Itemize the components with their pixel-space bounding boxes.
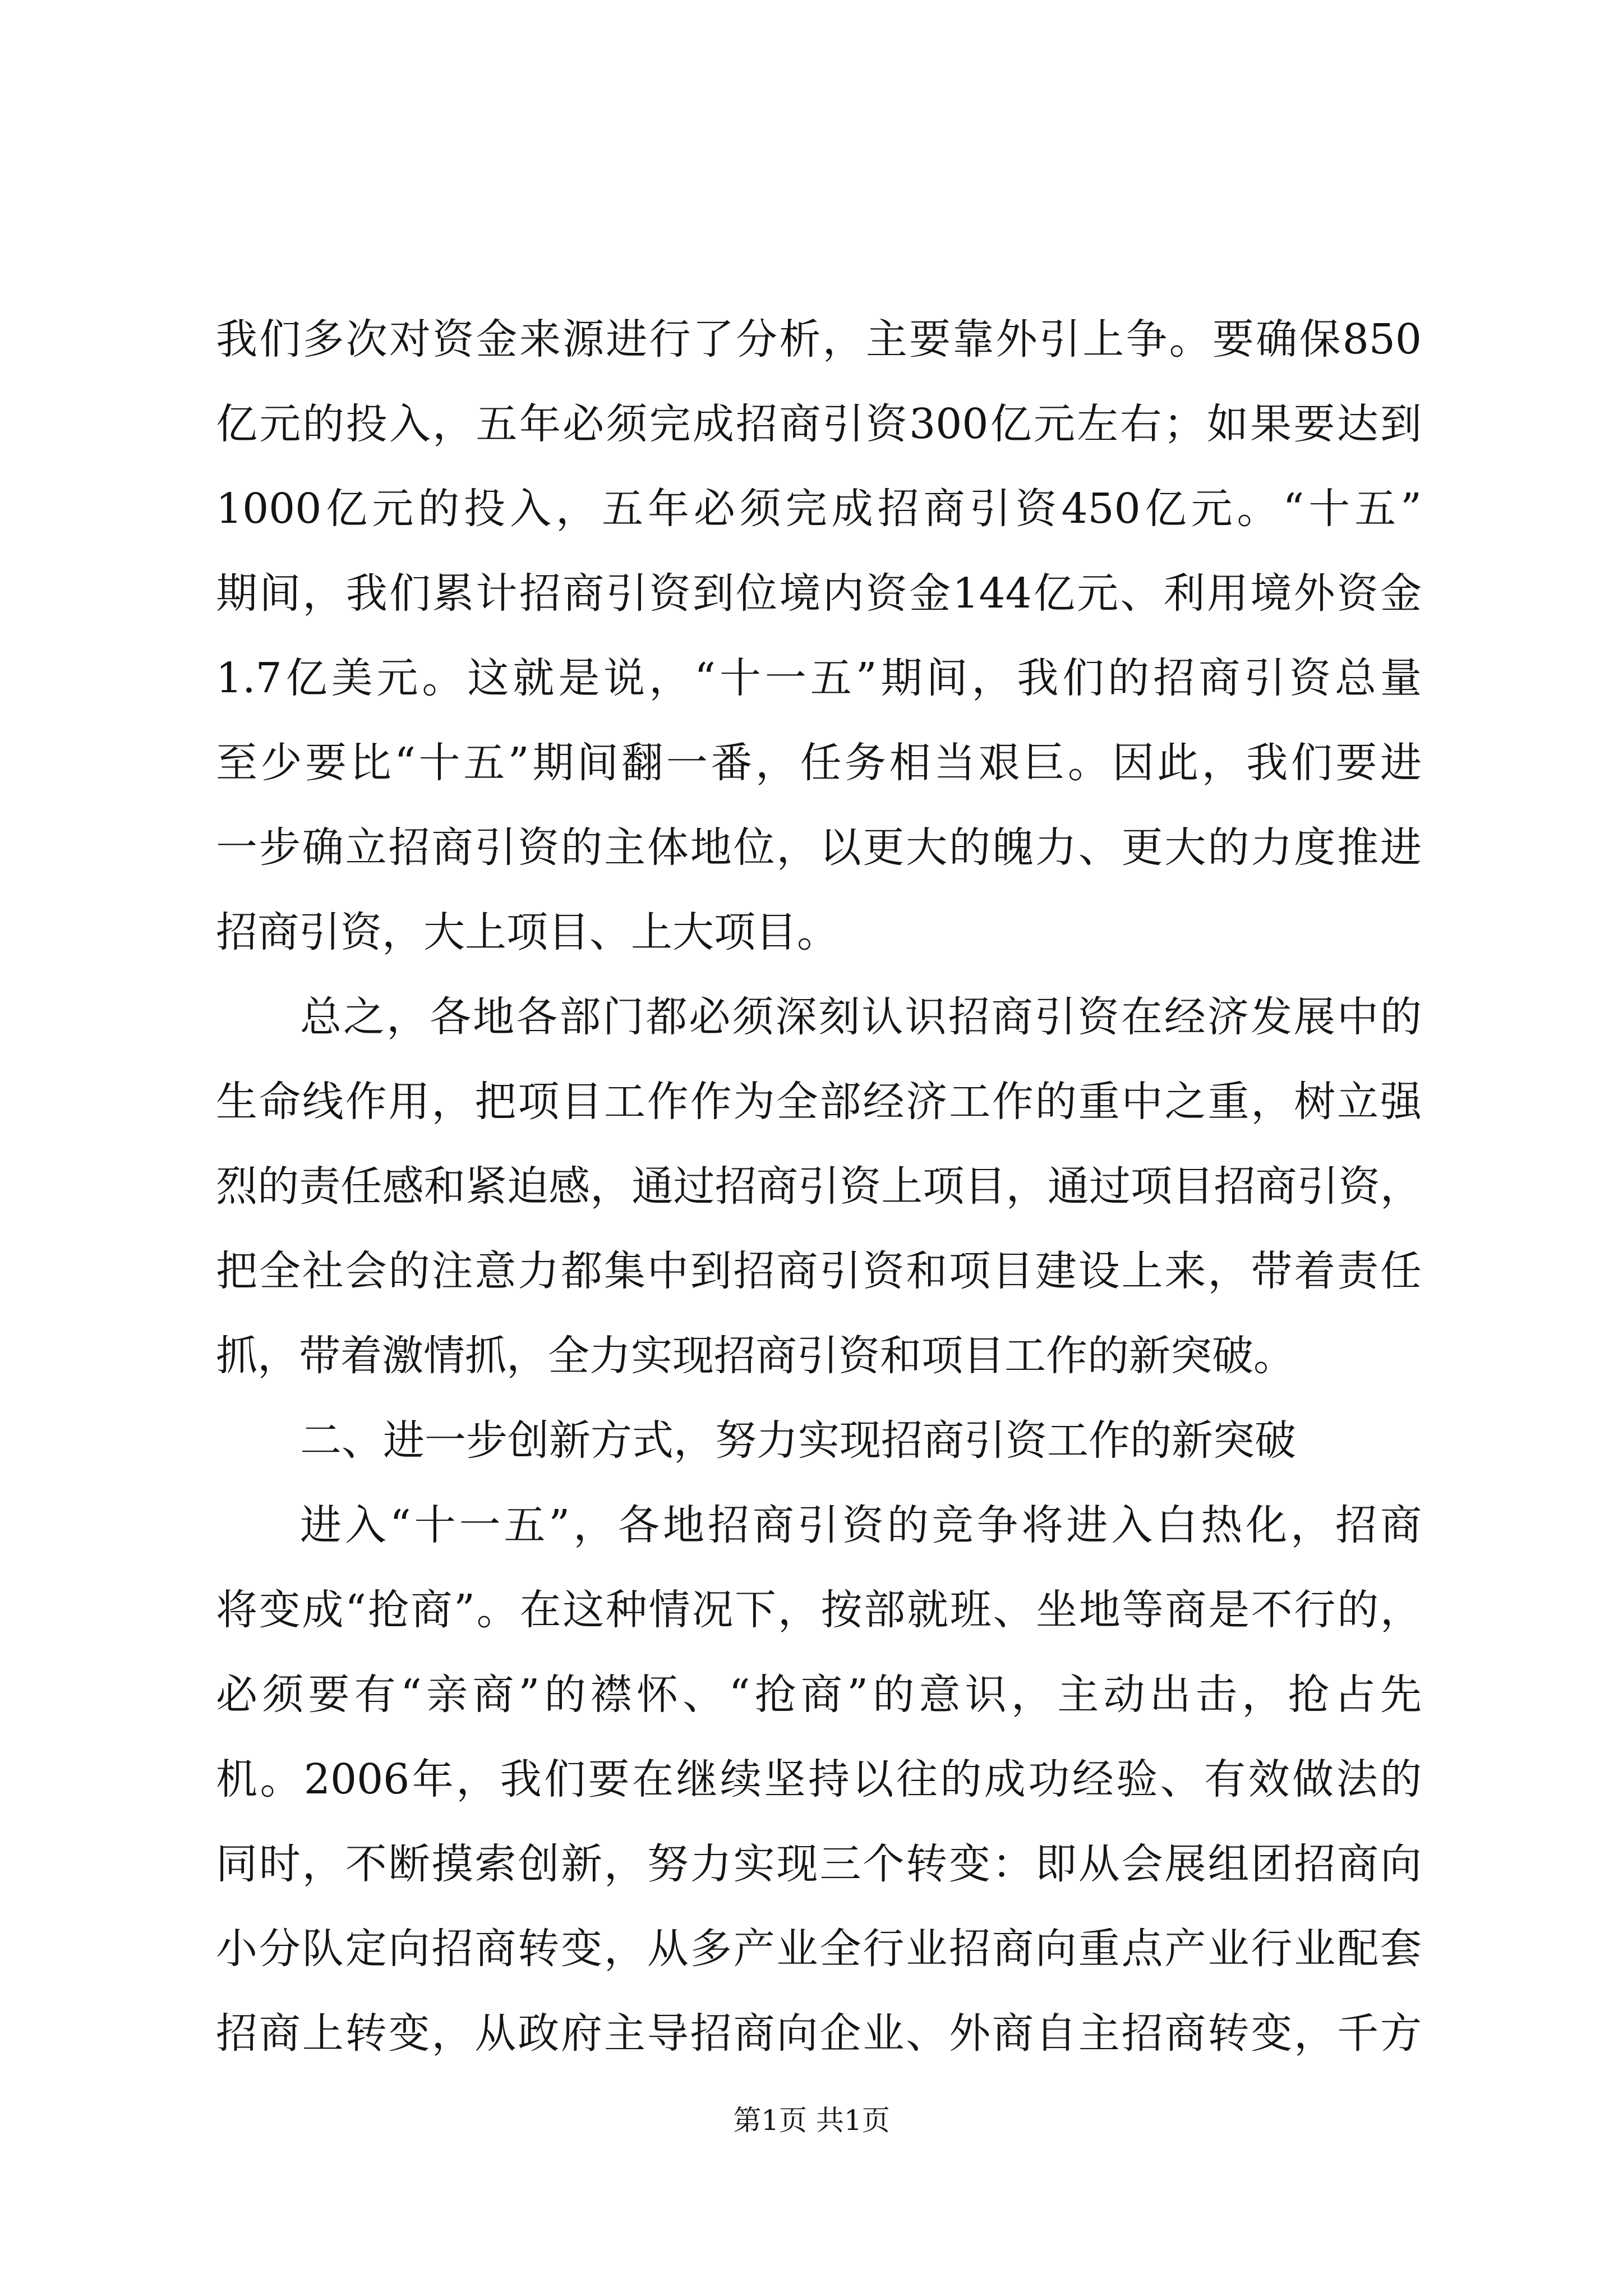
text-line: 亿元的投入，五年必须完成招商引资300亿元左右；如果要达到 [216, 400, 1422, 448]
text-line: 招商引资，大上项目、上大项目。 [216, 908, 838, 956]
text-line: 1000亿元的投入，五年必须完成招商引资450亿元。“十五” [216, 485, 1422, 533]
text-line: 将变成“抢商”。在这种情况下，按部就班、坐地等商是不行的， [216, 1586, 1422, 1634]
text-line: 一步确立招商引资的主体地位，以更大的魄力、更大的力度推进 [216, 823, 1422, 872]
text-line: 同时，不断摸索创新，努力实现三个转变：即从会展组团招商向 [216, 1840, 1422, 1888]
section-heading: 二、进一步创新方式，努力实现招商引资工作的新突破 [300, 1416, 1296, 1465]
text-line: 至少要比“十五”期间翻一番，任务相当艰巨。因此，我们要进 [216, 739, 1422, 787]
text-line: 1.7亿美元。这就是说，“十一五”期间，我们的招商引资总量 [216, 654, 1422, 702]
text-line: 总之，各地各部门都必须深刻认识招商引资在经济发展中的 [300, 993, 1422, 1041]
text-line: 烈的责任感和紧迫感，通过招商引资上项目，通过项目招商引资， [216, 1162, 1422, 1211]
text-line: 小分队定向招商转变，从多产业全行业招商向重点产业行业配套 [216, 1925, 1422, 1973]
text-line: 我们多次对资金来源进行了分析，主要靠外引上争。要确保850 [216, 315, 1422, 364]
page-number-label: 第1页 共1页 [733, 2104, 890, 2137]
text-line: 期间，我们累计招商引资到位境内资金144亿元、利用境外资金 [216, 569, 1422, 618]
text-line: 把全社会的注意力都集中到招商引资和项目建设上来，带着责任 [216, 1247, 1422, 1295]
text-line: 抓，带着激情抓，全力实现招商引资和项目工作的新突破。 [216, 1332, 1295, 1380]
text-line: 招商上转变，从政府主导招商向企业、外商自主招商转变，千方 [216, 2009, 1422, 2058]
document-body [216, 297, 1422, 2076]
text-line: 机。2006年，我们要在继续坚持以往的成功经验、有效做法的 [216, 1755, 1422, 1803]
text-line: 必须要有“亲商”的襟怀、“抢商”的意识，主动出击，抢占先 [216, 1671, 1422, 1719]
text-line: 进入“十一五”，各地招商引资的竞争将进入白热化，招商 [300, 1501, 1422, 1549]
page-footer [0, 2101, 1623, 2140]
text-line: 生命线作用，把项目工作作为全部经济工作的重中之重，树立强 [216, 1078, 1422, 1126]
